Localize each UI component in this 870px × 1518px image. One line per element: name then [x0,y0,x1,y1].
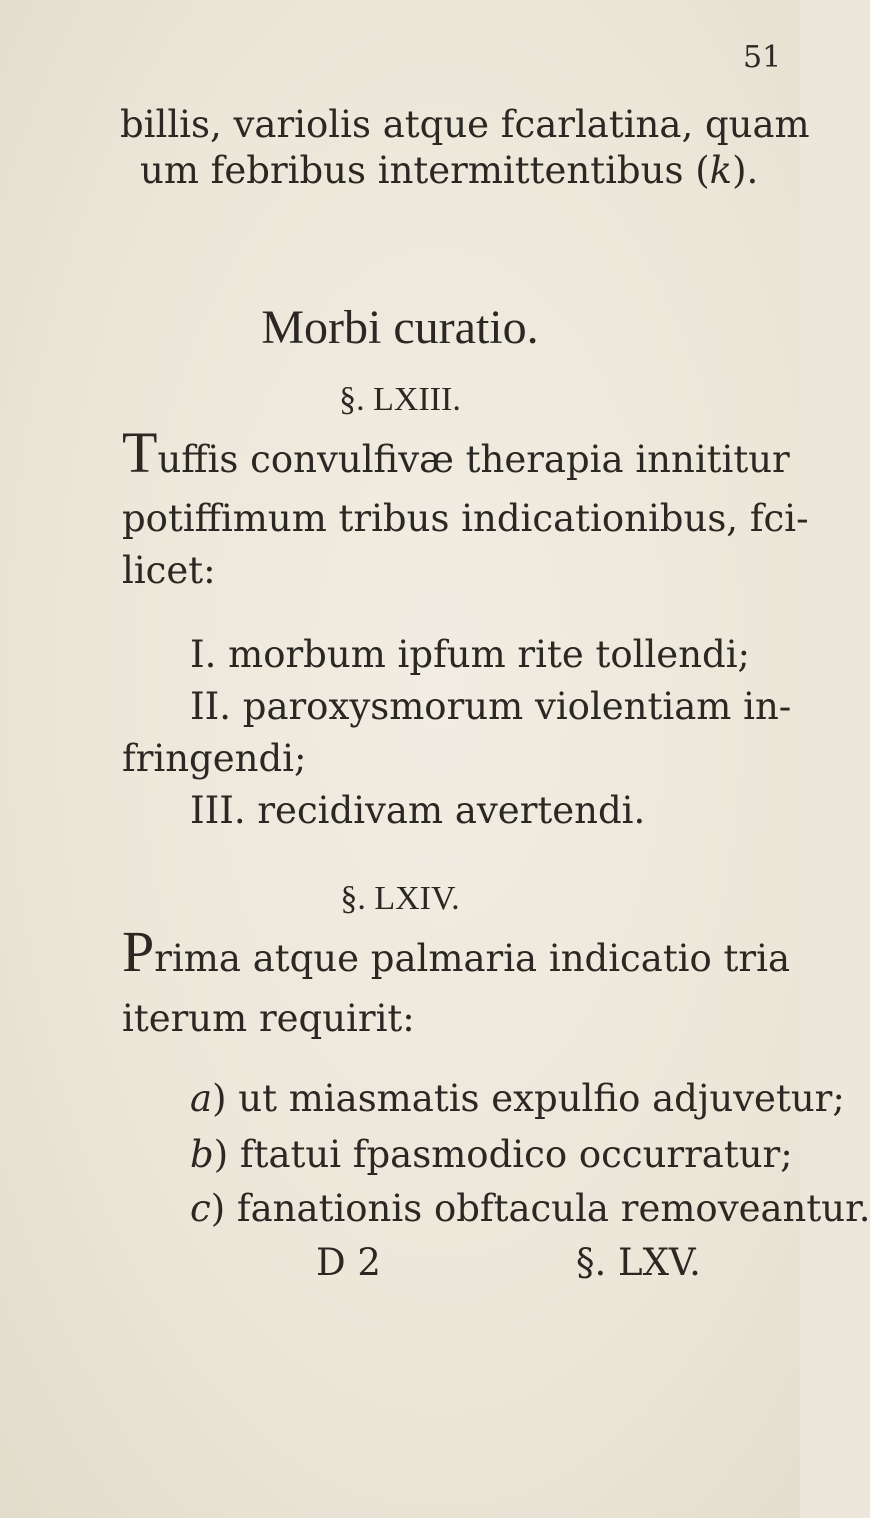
paragraph-1-line-1-text: uffis convulfivæ therapia innititur [157,438,790,481]
indication-2: II. paroxysmorum violentiam in- [190,685,792,728]
paragraph-1-line-1 [122,420,790,485]
list-item-a [190,1077,845,1120]
list-label-a: a [190,1077,213,1120]
footnote-marker-k: k [709,149,733,192]
text-line-1: billis, variolis atque fcarlatina, quam [120,103,810,146]
catchword: §. LXV. [576,1241,701,1284]
indication-2-continued: fringendi; [122,737,307,780]
text-line-2-c: ). [732,149,759,192]
page-number: 51 [743,40,782,75]
list-text-a: ) ut miasmatis expulfio adjuvetur; [212,1077,845,1120]
paragraph-1-line-3: licet: [122,549,216,592]
section-heading: Morbi curatio. [261,301,539,354]
list-item-c [190,1187,870,1230]
paragraph-2-line-1 [122,919,791,984]
drop-cap-p: P [122,919,155,984]
paragraph-1-line-2: potiffimum tribus indicationibus, fci- [122,497,809,540]
indication-1: I. morbum ipfum rite tollendi; [190,633,751,676]
list-item-b [190,1133,793,1176]
list-label-c: c [190,1187,211,1230]
list-text-c: ) fanationis obftacula removeantur. [210,1187,870,1230]
text-line-2-a: um febribus intermittentibus ( [140,149,710,192]
paragraph-2-line-2: iterum requirit: [122,997,415,1040]
paragraph-2-line-1-text: rima atque palmaria indicatio tria [154,937,791,980]
list-text-b: ) ftatui fpasmodico occurratur; [213,1133,793,1176]
section-number-64: §. LXIV. [340,880,460,917]
section-number-63: §. LXIII. [339,381,461,418]
list-label-b: b [190,1133,214,1176]
indication-3: III. recidivam avertendi. [190,789,646,832]
signature-mark: D 2 [316,1241,381,1284]
text-line-2 [140,149,759,192]
drop-cap-t: T [122,420,158,485]
